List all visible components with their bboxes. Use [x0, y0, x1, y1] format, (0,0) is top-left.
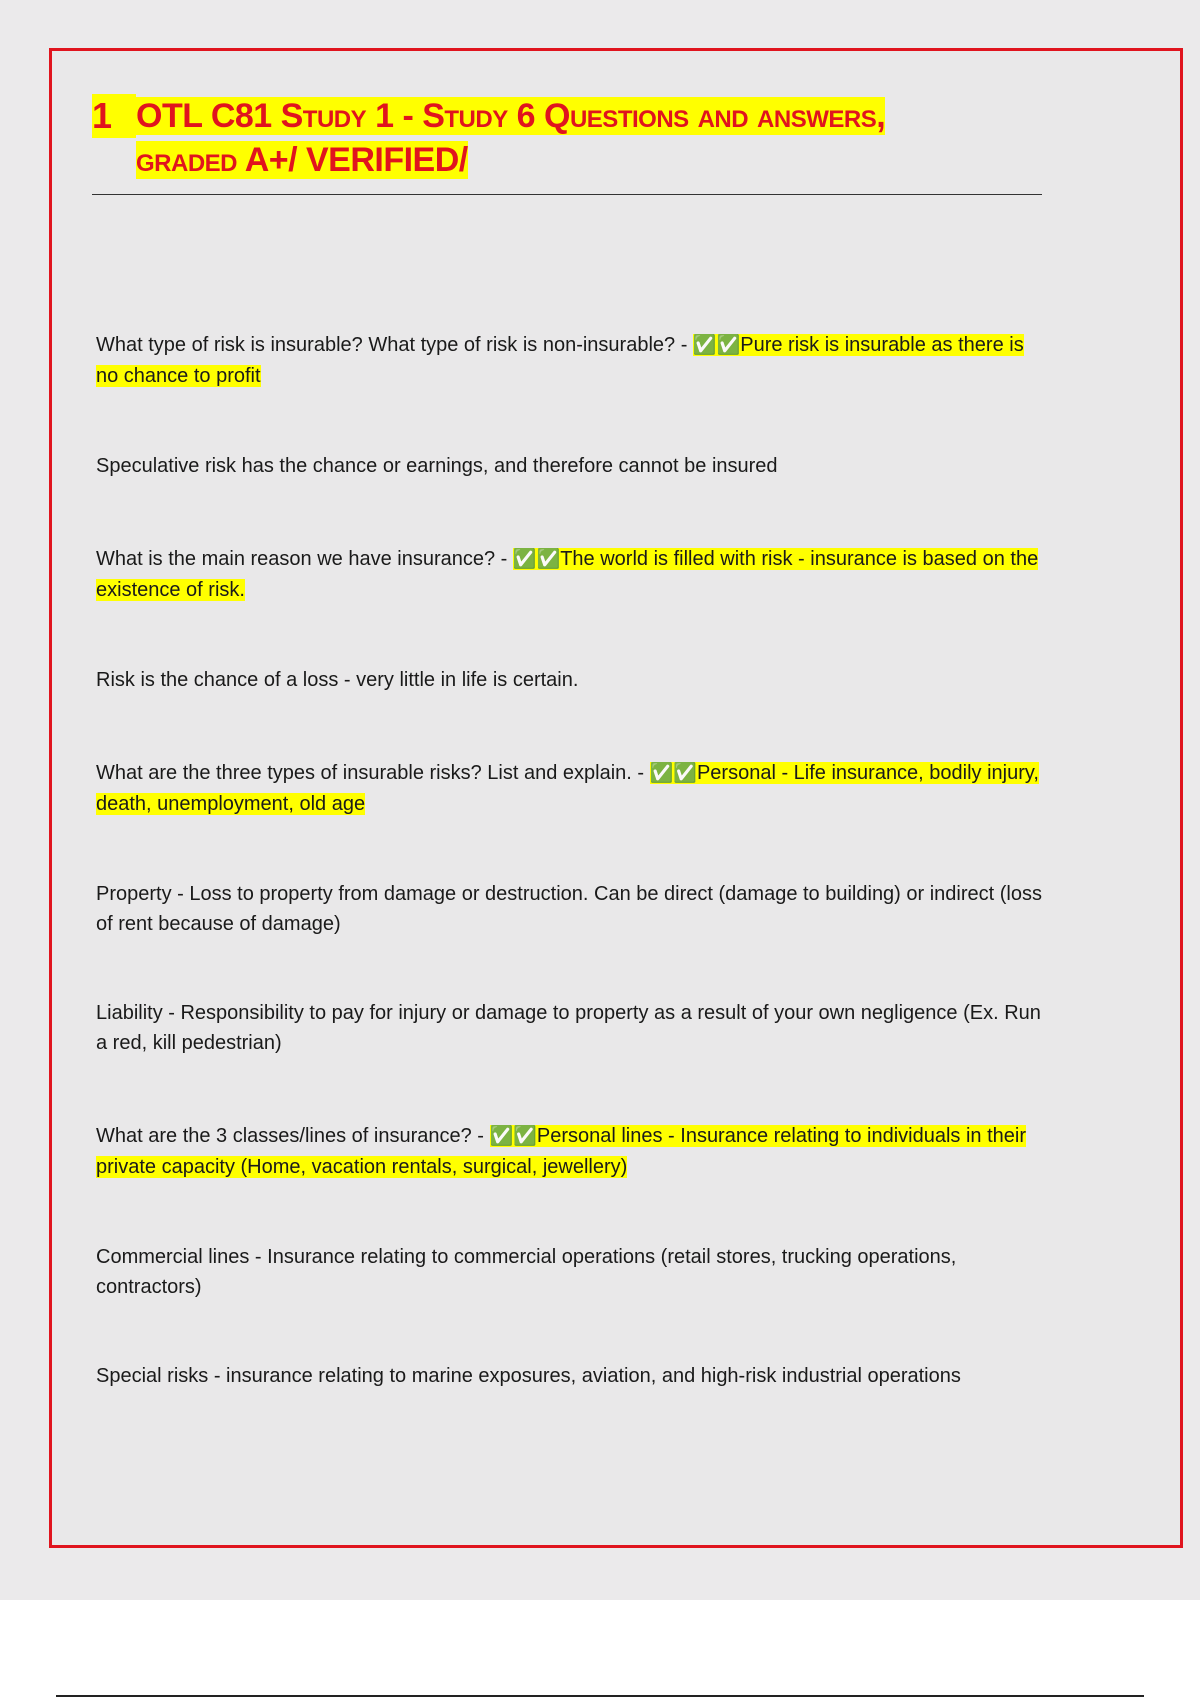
checkmark-icon: ✅✅ [692, 335, 741, 356]
note-text: Property - Loss to property from damage or destruction. Can be direct (damage to building) or indirect (loss of rent because of damage) [96, 883, 1042, 935]
answer-text: Personal lines - Insurance relating to individuals in their private capacity (Home, vacation rentals, surgical, jewellery) [96, 1125, 1027, 1178]
note-text: Special risks - insurance relating to marine exposures, aviation, and high-risk industrial operations [96, 1365, 961, 1387]
answer-text: The world is filled with risk - insurance is based on the existence of risk. [96, 548, 1039, 601]
qa-item [96, 758, 1046, 819]
page-title [92, 94, 1042, 195]
answer-text: Personal - Life insurance, bodily injury, death, unemployment, old age [96, 762, 1039, 815]
heading-text [136, 94, 885, 182]
question-text: What type of risk is insurable? What type of risk is non-insurable? - [96, 334, 693, 356]
question-text: What are the 3 classes/lines of insurance? - [96, 1125, 490, 1147]
checkmark-icon: ✅✅ [512, 549, 561, 570]
note-item [96, 998, 1046, 1058]
note-item [96, 879, 1046, 939]
note-text: Speculative risk has the chance or earnings, and therefore cannot be insured [96, 455, 778, 477]
note-item [96, 1361, 1046, 1391]
qa-item [96, 544, 1046, 605]
heading-line-2: graded A+/ VERIFIED/ [136, 141, 468, 179]
next-page-strip [0, 1600, 1200, 1700]
heading-line-1: OTL C81 Study 1 - Study 6 Questions and answers, [136, 97, 886, 135]
qa-item [96, 1121, 1046, 1182]
note-item [96, 1242, 1046, 1302]
checkmark-icon: ✅✅ [649, 763, 697, 784]
heading-number: 1 [92, 94, 136, 138]
note-item [96, 451, 1046, 481]
note-text: Risk is the chance of a loss - very little in life is certain. [96, 669, 579, 691]
qa-item [96, 330, 1046, 391]
note-text: Liability - Responsibility to pay for injury or damage to property as a result of your own negligence (Ex. Run a red, kill pedestrian) [96, 1002, 1041, 1054]
checkmark-icon: ✅✅ [489, 1126, 537, 1147]
divider [56, 1695, 1144, 1697]
question-text: What are the three types of insurable risks? List and explain. - [96, 762, 650, 784]
answer-text: Pure risk is insurable as there is no chance to profit [96, 334, 1024, 387]
question-text: What is the main reason we have insurance? - [96, 548, 513, 570]
note-item [96, 665, 1046, 695]
note-text: Commercial lines - Insurance relating to commercial operations (retail stores, trucking operations, contractors) [96, 1246, 957, 1298]
